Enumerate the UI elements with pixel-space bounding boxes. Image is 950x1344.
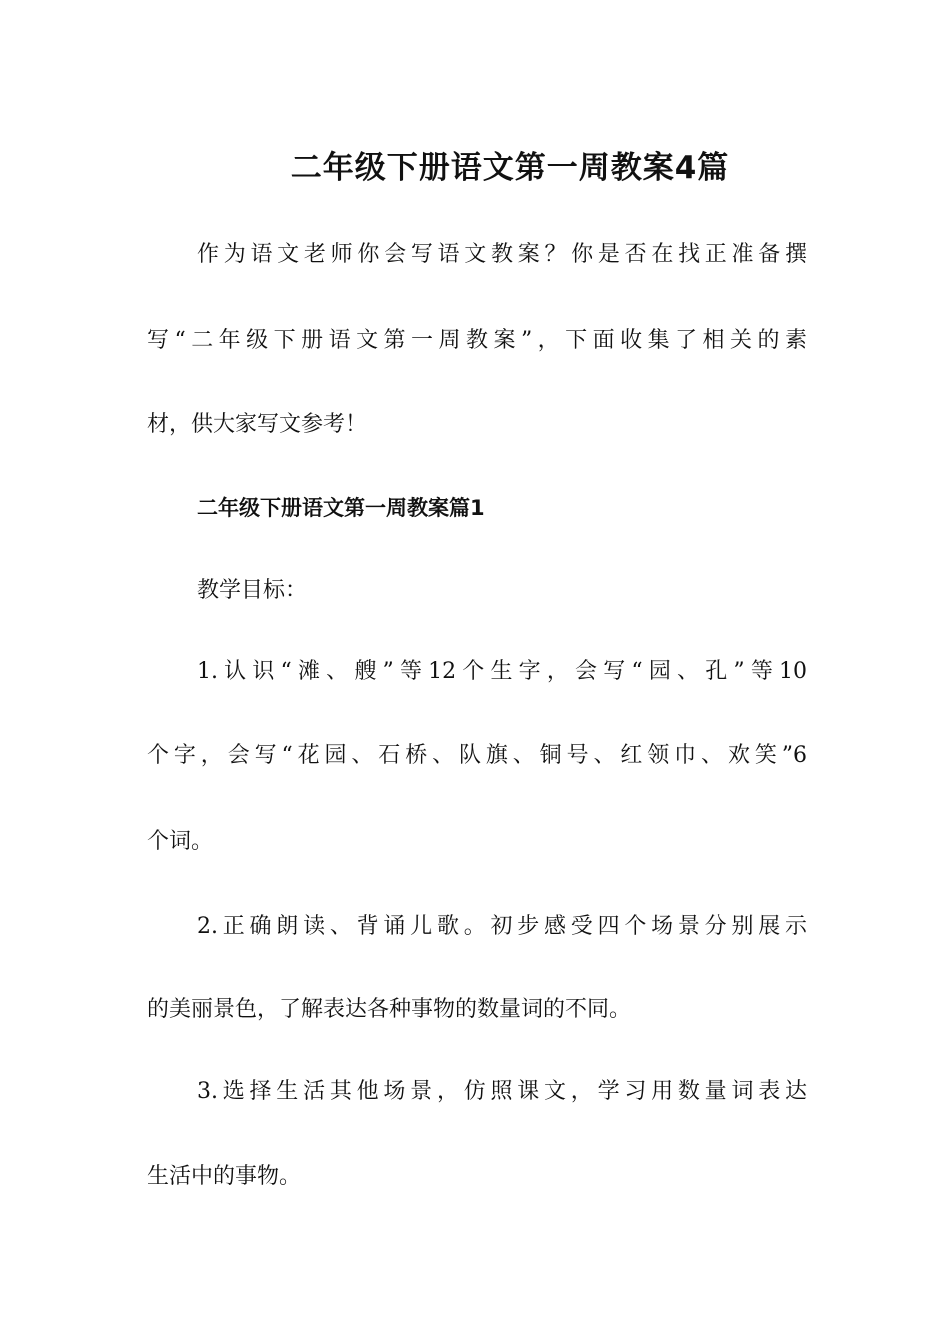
objective-3-line-1: 3.选择生活其他场景，仿照课文，学习用数量词表达 (197, 1079, 807, 1104)
section-heading: 二年级下册语文第一周教案篇1 (197, 496, 485, 520)
objectives-label: 教学目标： (197, 578, 308, 603)
objective-2-line-1: 2.正确朗读、背诵儿歌。初步感受四个场景分别展示 (197, 914, 807, 939)
objective-1-line-2: 个字，会写“花园、石桥、队旗、铜号、红领巾、欢笑”6 (147, 743, 807, 768)
objective-3-line-2: 生活中的事物。 (147, 1164, 302, 1189)
document-title: 二年级下册语文第一周教案4篇 (290, 150, 730, 186)
intro-line-1: 作为语文老师你会写语文教案？你是否在找正准备撰 (197, 242, 807, 267)
intro-line-3: 材，供大家写文参考！ (147, 412, 368, 437)
objective-1-line-3: 个词。 (147, 829, 214, 854)
objective-1-line-1: 1.认识“滩、艘”等12个生字，会写“园、孔”等10 (197, 659, 807, 684)
intro-line-2: 写“二年级下册语文第一周教案”，下面收集了相关的素 (147, 328, 807, 353)
objective-2-line-2: 的美丽景色，了解表达各种事物的数量词的不同。 (147, 997, 632, 1022)
